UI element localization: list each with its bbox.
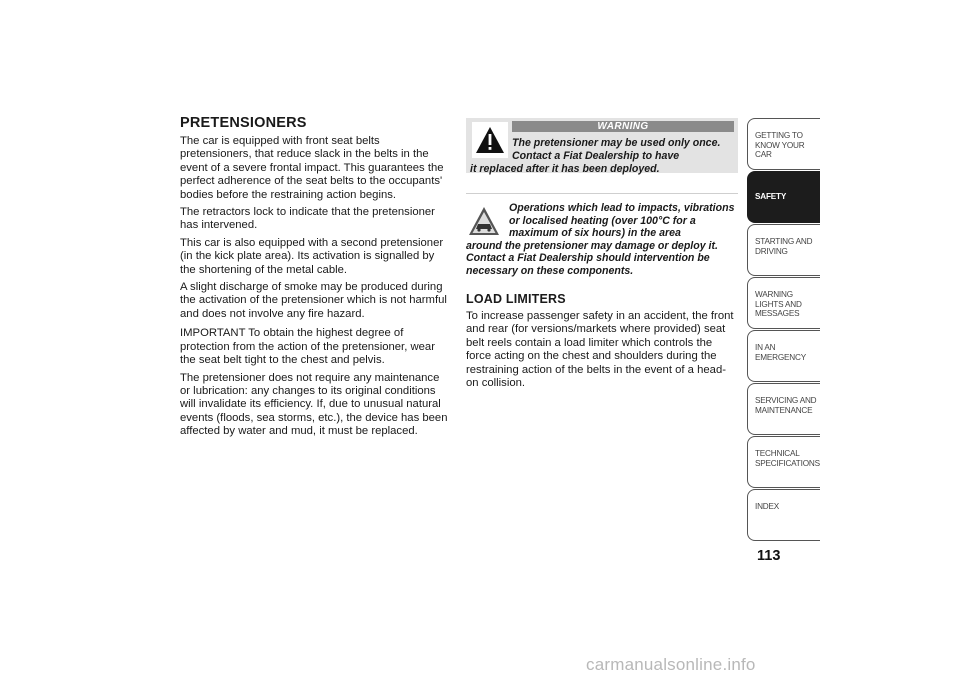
paragraph-important: IMPORTANT To obtain the highest degree of protection from the action of the pretensioner, wear the seat belt tight to the chest and pelvis. [180,327,435,367]
warning-heading: WARNING [512,121,734,132]
paragraph: The car is equipped with front seat belts pretensioners, that reduce slack in the belts in the event of a severe frontal impact. This guarantees the perfect adherence of the seat belts to the occupants' bodies before the restraining action begins. [180,135,444,201]
tab-servicing-and-maintenance[interactable]: SERVICING AND MAINTENANCE [747,383,820,435]
warning-box [466,118,738,173]
paragraph: This car is also equipped with a second pretensioner (in the kick plate area). Its activation is signalled by the shortening of the metal cable. [180,236,444,276]
caution-text [466,202,738,278]
tab-starting-and-driving[interactable]: STARTING AND DRIVING [747,224,820,276]
paragraph: The retractors lock to indicate that the pretensioner has intervened. [180,206,435,232]
warning-text-indented: The pretensioner may be used only once. Contact a Fiat Dealership to have [512,137,721,162]
left-column [180,114,452,439]
warning-text-rest: it replaced after it has been deployed. [470,162,660,175]
tab-warning-lights-and-messages[interactable]: WARNING LIGHTS AND MESSAGES [747,277,820,329]
tab-safety[interactable]: SAFETY [747,171,820,223]
warning-text [470,137,734,175]
page-number: 113 [757,548,781,564]
caution-car-icon [466,204,502,240]
caution-text-indented: Operations which lead to impacts, vibrations or localised heating (over 100°C for a maximum of six hours) in the area [509,202,735,240]
paragraph: The pretensioner does not require any maintenance or lubrication: any changes to its original conditions will invalidate its efficiency. If, due to unusual natural events (floods, sea storms, etc.), the device has been affected by water and mud, it must be replaced. [180,371,448,438]
caution-text-rest: around the pretensioner may damage or deploy it. Contact a Fiat Dealership should intervention be necessary on these components. [466,239,718,277]
tab-technical-specifications[interactable]: TECHNICAL SPECIFICATIONS [747,436,820,488]
section-title-load-limiters: LOAD LIMITERS [466,292,566,306]
paragraph: To increase passenger safety in an accident, the front and rear (for versions/markets where provided) seat belt reels contain a load limiter which controls the force acting on the chest and shoulders during the restraining action of the belts in the event of a head-on collision. [466,310,734,390]
watermark: carmanualsonline.info [586,655,756,674]
right-column [466,118,738,390]
chapter-tabs [747,118,820,542]
section-title-pretensioners: PRETENSIONERS [180,115,307,131]
caution-note [466,202,738,276]
tab-getting-to-know-your-car[interactable]: GETTING TO KNOW YOUR CAR [747,118,820,170]
tab-in-an-emergency[interactable]: IN AN EMERGENCY [747,330,820,382]
paragraph: A slight discharge of smoke may be produced during the activation of the pretensioner which is not harmful and does not involve any fire hazard. [180,281,447,320]
tab-index[interactable]: INDEX [747,489,820,541]
divider [466,193,738,194]
